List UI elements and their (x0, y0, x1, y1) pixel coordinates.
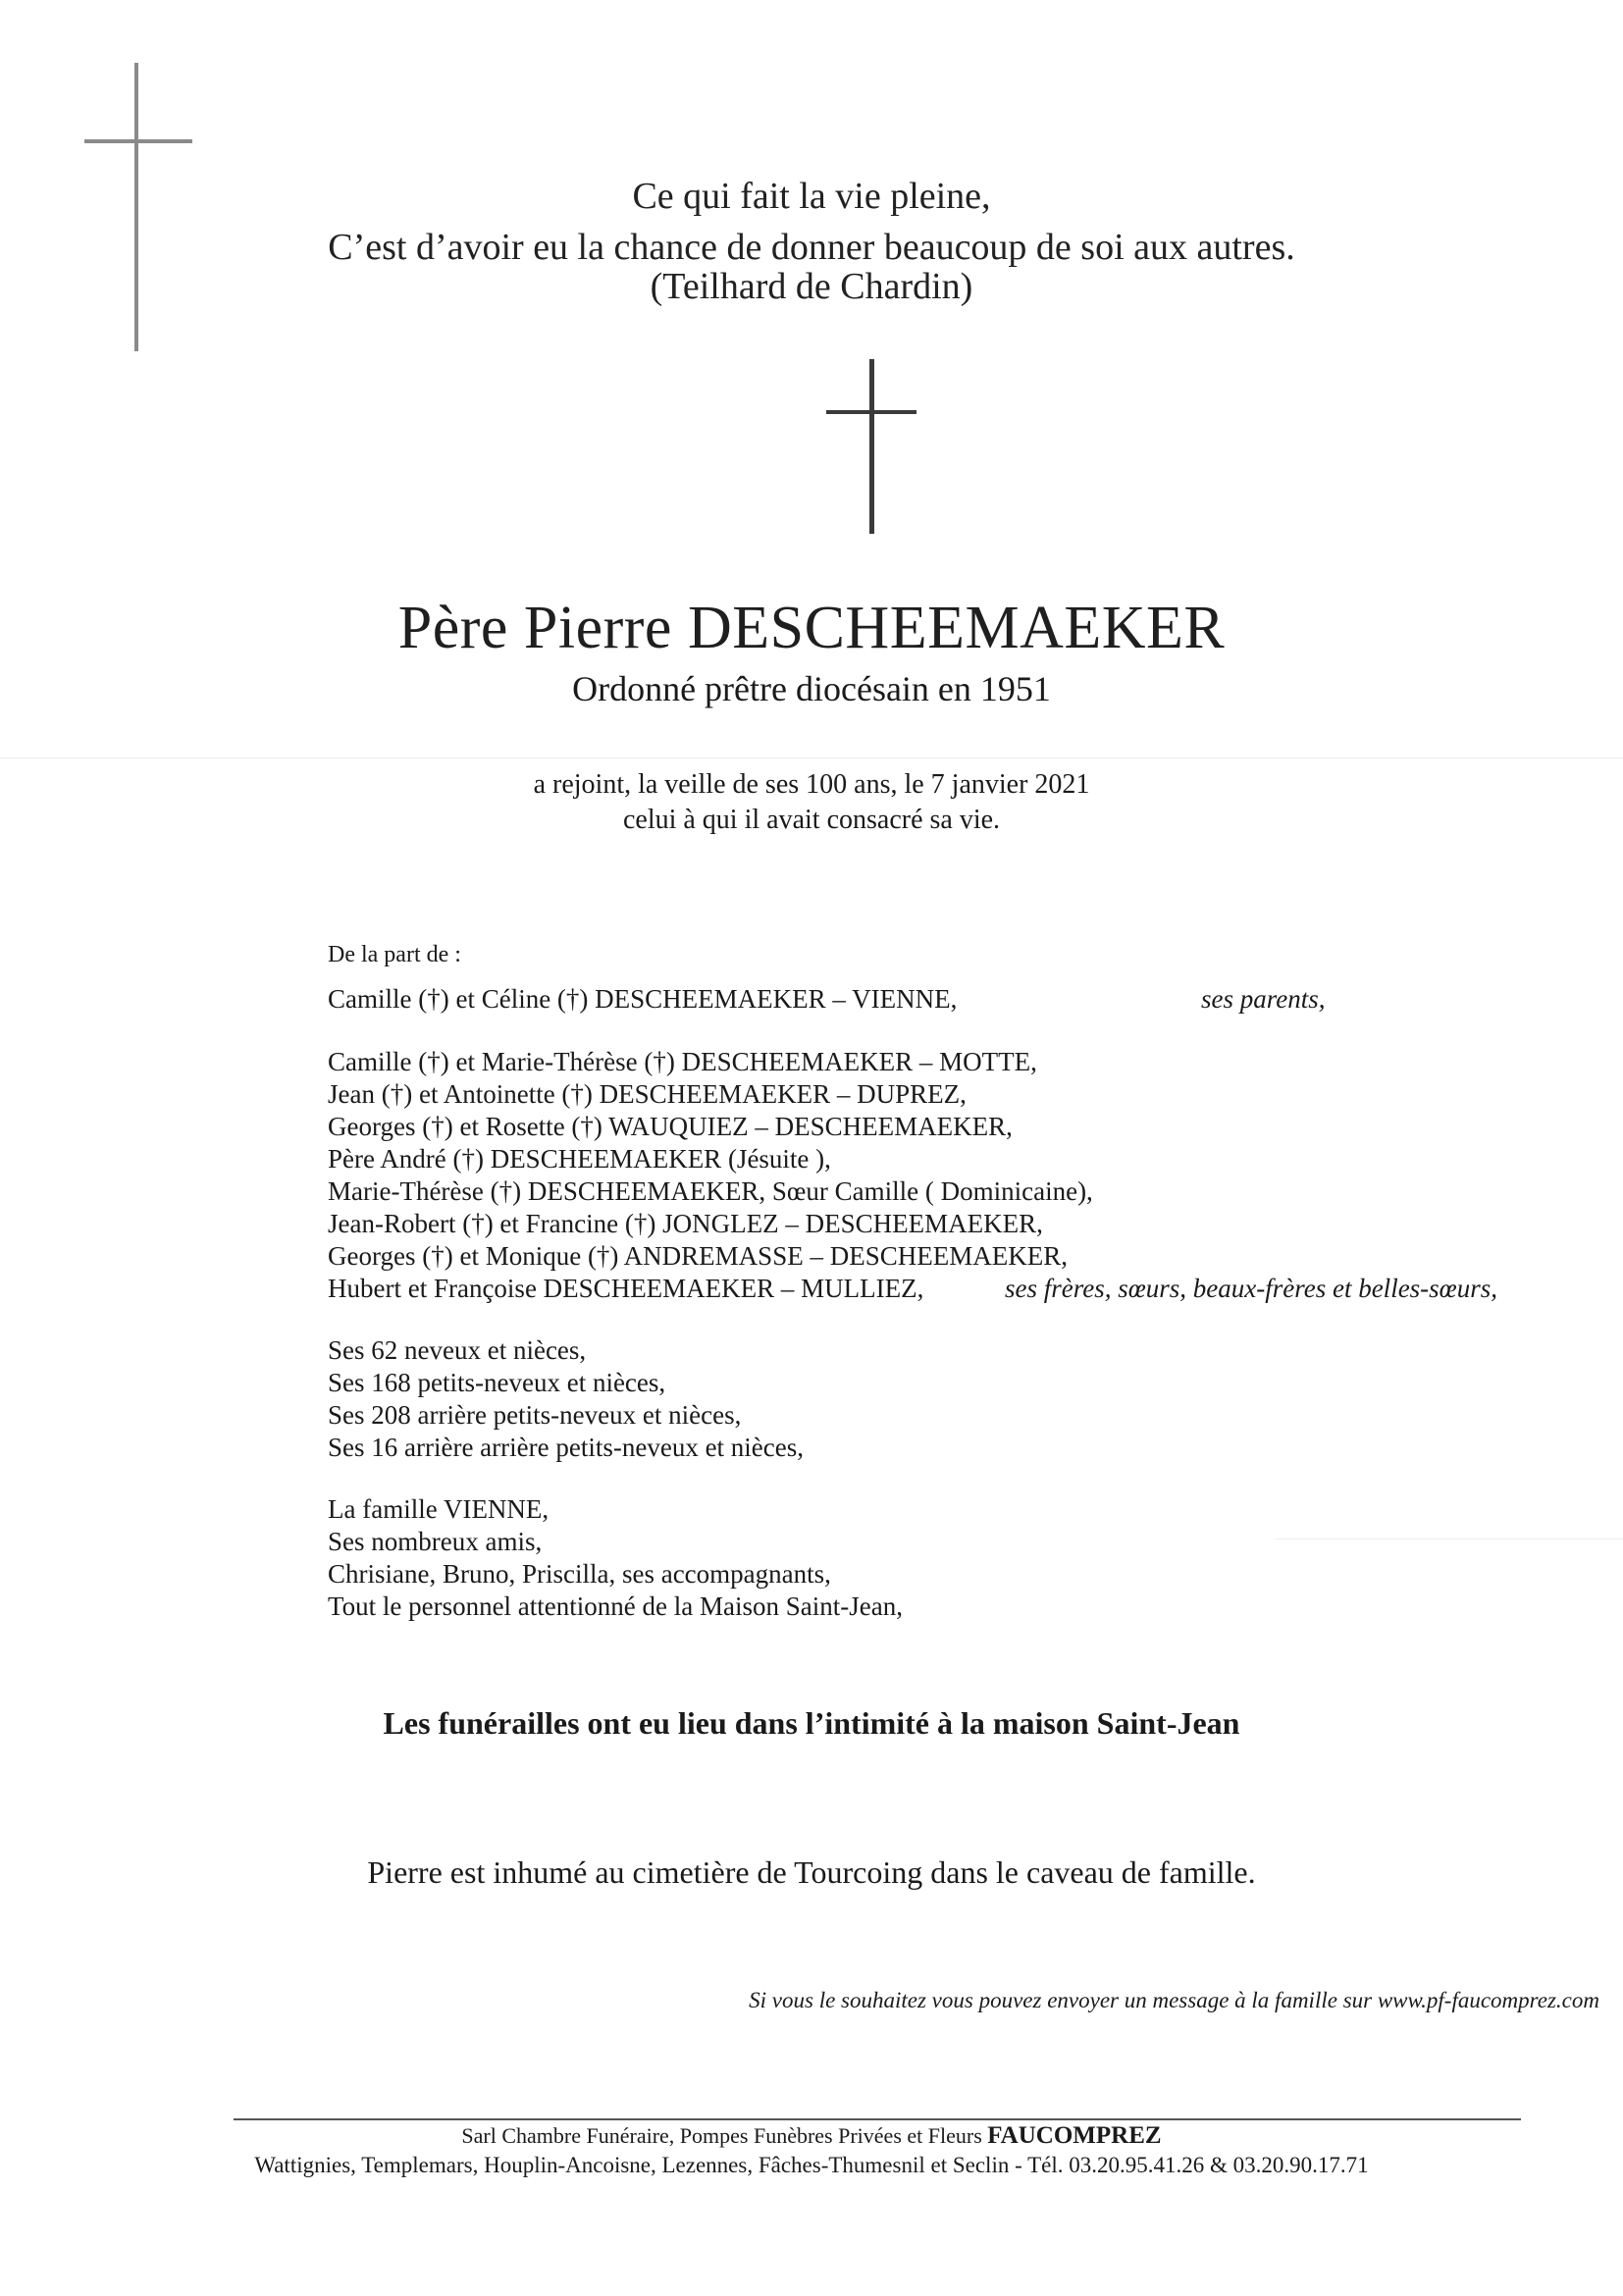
ordination-line: Ordonné prêtre diocésain en 1951 (572, 669, 1051, 708)
quote-author: (Teilhard de Chardin) (650, 266, 973, 307)
footer-company-name: FAUCOMPREZ (987, 2122, 1162, 2149)
footer-divider (234, 2118, 1521, 2120)
sibling-line: Hubert et Françoise DESCHEEMAEKER – MULLIEZ, (328, 1274, 924, 1303)
condolence-message: Si vous le souhaitez vous pouvez envoyer un message à la famille sur www.pf-faucomprez.com (749, 1988, 1599, 2012)
sibling-line: Marie-Thérèse (†) DESCHEEMAEKER, Sœur Camille ( Dominicaine), (328, 1176, 1093, 1206)
sibling-line: Jean-Robert (†) et Francine (†) JONGLEZ – DESCHEEMAEKER, (328, 1209, 1043, 1238)
descendants-line: Ses 62 neveux et nièces, (328, 1335, 587, 1365)
family-intro: De la part de : (328, 942, 461, 967)
others-line: Ses nombreux amis, (328, 1527, 543, 1556)
death-notice-line-1: a rejoint, la veille de ses 100 ans, le 7 janvier 2021 (533, 769, 1090, 800)
quote-line-1: Ce qui fait la vie pleine, (632, 176, 991, 217)
footer-company (0, 2122, 1623, 2150)
footer-company-prefix: Sarl Chambre Funéraire, Pompes Funèbres Privées et Fleurs (461, 2123, 988, 2148)
deceased-name: Père Pierre DESCHEEMAEKER (397, 595, 1226, 661)
others-line: Tout le personnel attentionné de la Maison Saint-Jean, (328, 1592, 903, 1621)
parents-relation: ses parents, (1201, 984, 1326, 1014)
footer-locations: Wattignies, Templemars, Houplin-Ancoisne, Lezennes, Fâches-Thumesnil et Seclin - Tél. 03.20.95.41.26 & 03.20.90.17.71 (254, 2153, 1369, 2177)
sibling-line: Camille (†) et Marie-Thérèse (†) DESCHEEMAEKER – MOTTE, (328, 1047, 1037, 1076)
quote-line-2: C’est d’avoir eu la chance de donner beaucoup de soi aux autres. (328, 227, 1295, 268)
parents: Camille (†) et Céline (†) DESCHEEMAEKER – VIENNE, (328, 984, 958, 1014)
descendants-line: Ses 16 arrière arrière petits-neveux et nièces, (328, 1433, 805, 1462)
sibling-line: Jean (†) et Antoinette (†) DESCHEEMAEKER – DUPREZ, (328, 1079, 967, 1109)
funeral-notice: Les funérailles ont eu lieu dans l’intimité à la maison Saint-Jean (383, 1705, 1240, 1741)
death-notice-line-2: celui à qui il avait consacré sa vie. (622, 805, 1001, 835)
burial-notice: Pierre est inhumé au cimetière de Tourcoing dans le caveau de famille. (367, 1854, 1256, 1890)
others-line: La famille VIENNE, (328, 1494, 550, 1524)
sibling-line: Georges (†) et Rosette (†) WAUQUIEZ – DESCHEEMAEKER, (328, 1112, 1013, 1141)
siblings-relation: ses frères, sœurs, beaux-frères et belles-sœurs, (1005, 1274, 1497, 1303)
sibling-line: Père André (†) DESCHEEMAEKER (Jésuite ), (328, 1144, 831, 1174)
fold-line (0, 757, 1623, 758)
sibling-line: Georges (†) et Monique (†) ANDREMASSE – DESCHEEMAEKER, (328, 1241, 1068, 1271)
others-line: Chrisiane, Bruno, Priscilla, ses accompagnants, (328, 1559, 831, 1589)
descendants-line: Ses 208 arrière petits-neveux et nièces, (328, 1400, 742, 1430)
descendants-line: Ses 168 petits-neveux et nièces, (328, 1368, 666, 1397)
